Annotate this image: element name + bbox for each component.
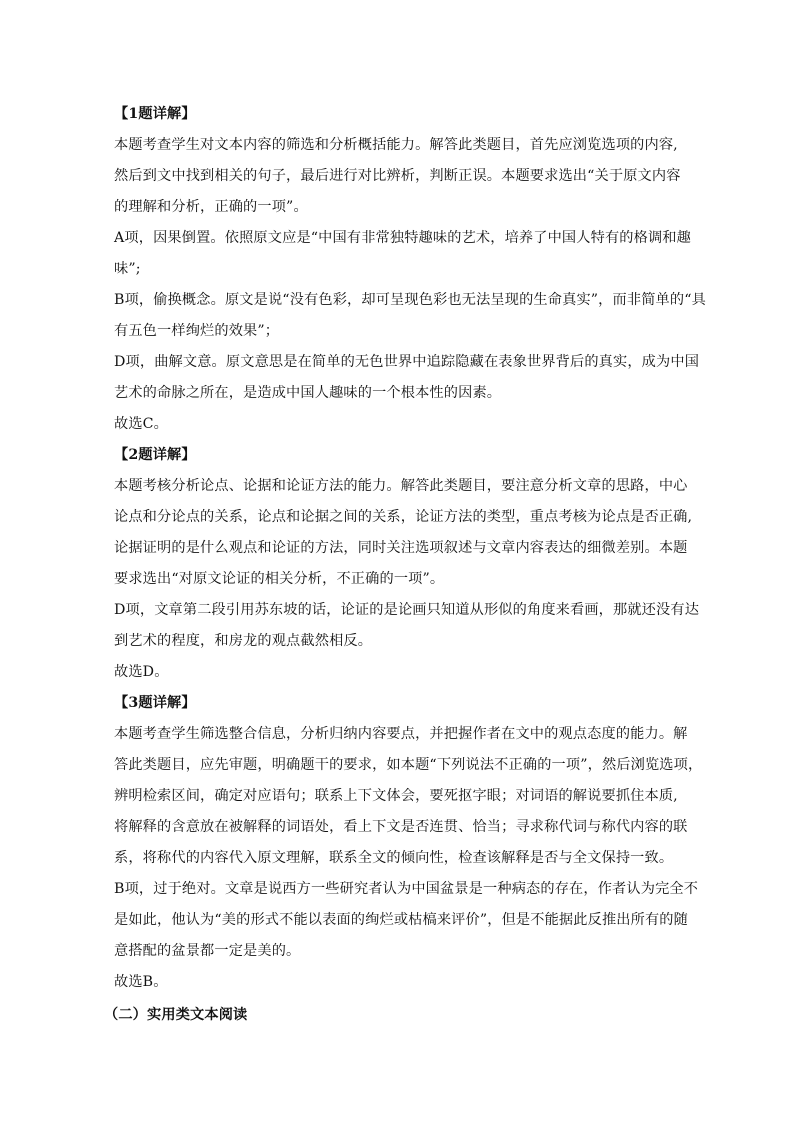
- text-line: 本题考核分析论点、论据和论证方法的能力。解答此类题目，要注意分析文章的思路，中心: [114, 478, 688, 494]
- text-line: 到艺术的程度，和房龙的观点截然相反。: [114, 633, 373, 649]
- text-line: D项，曲解文意。原文意思是在简单的无色世界中追踪隐藏在表象世界背后的真实，成为中国: [114, 354, 700, 370]
- text-line: 辨明检索区间，确定对应语句；联系上下文体会，要死抠字眼；对词语的解说要抓住本质,: [114, 788, 678, 804]
- text-line: 本题考查学生筛选整合信息，分析归纳内容要点，并把握作者在文中的观点态度的能力。解: [114, 726, 688, 742]
- text-line: 有五色一样绚烂的效果”；: [114, 323, 280, 339]
- text-line: 论据证明的是什么观点和论证的方法，同时关注选项叙述与文章内容表达的细微差别。本题: [114, 540, 688, 556]
- text-line: 论点和分论点的关系，论点和论据之间的关系，论证方法的类型，重点考核为论点是否正确,: [114, 509, 693, 525]
- section-title: （二）实用类文本阅读: [104, 1007, 248, 1023]
- text-line: 艺术的命脉之所在，是造成中国人趣味的一个根本性的因素。: [114, 385, 502, 401]
- section-heading: 【1题详解】: [114, 106, 196, 122]
- answer-line: 故选B。: [114, 974, 168, 990]
- text-line: 意搭配的盆景都一定是美的。: [114, 943, 301, 959]
- section-heading: 【2题详解】: [114, 447, 196, 463]
- text-line: 要求选出“对原文论证的相关分析，不正确的一项”。: [114, 571, 445, 587]
- text-line: 系，将称代的内容代入原文理解，联系全文的倾向性，检查该解释是否与全文保持一致。: [114, 850, 674, 866]
- text-line: 然后到文中找到相关的句子，最后进行对比辨析，判断正误。本题要求选出“关于原文内容: [114, 168, 681, 184]
- answer-line: 故选D。: [114, 664, 169, 680]
- text-line: B项，偷换概念。原文是说“没有色彩，却可呈现色彩也无法呈现的生命真实”，而非简单的“具: [114, 292, 706, 308]
- text-line: B项，过于绝对。文章是说西方一些研究者认为中国盆景是一种病态的存在，作者认为完全不: [114, 881, 699, 897]
- text-line: A项，因果倒置。依照原文应是“中国有非常独特趣味的艺术，培养了中国人特有的格调和趣: [114, 230, 691, 246]
- text-line: D项，文章第二段引用苏东坡的话，论证的是论画只知道从形似的角度来看画，那就还没有达: [114, 602, 700, 618]
- text-line: 味”;: [114, 261, 141, 277]
- text-line: 将解释的含意放在被解释的词语处，看上下文是否连贯、恰当；寻求称代词与称代内容的联: [114, 819, 688, 835]
- section-heading: 【3题详解】: [114, 695, 196, 711]
- text-line: 答此类题目，应先审题，明确题干的要求，如本题“下列说法不正确的一项”，然后浏览选项，: [114, 757, 703, 773]
- answer-line: 故选C。: [114, 416, 169, 432]
- text-line: 是如此，他认为“美的形式不能以表面的绚烂或枯槁来评价”，但是不能据此反推出所有的随: [114, 912, 688, 928]
- text-line: 本题考查学生对文本内容的筛选和分析概括能力。解答此类题目，首先应浏览选项的内容,: [114, 137, 678, 153]
- text-line: 的理解和分析，正确的一项”。: [114, 199, 308, 215]
